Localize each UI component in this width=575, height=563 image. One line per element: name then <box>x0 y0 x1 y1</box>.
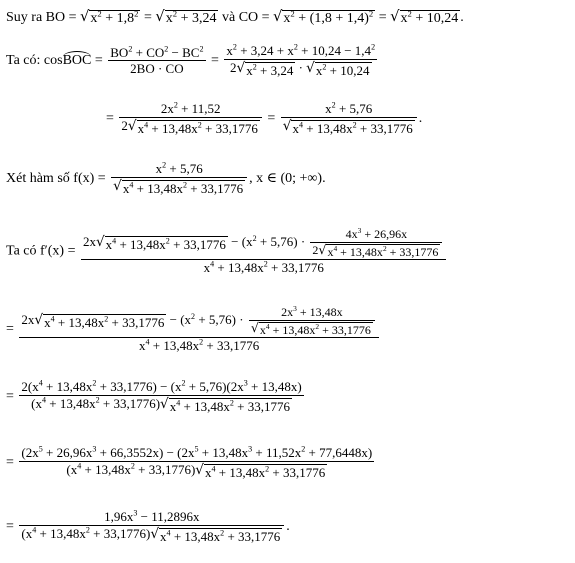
exponent: 4 <box>265 321 270 331</box>
math-part: − 11,2896x <box>137 509 200 524</box>
math-part: (x <box>66 461 78 477</box>
math-part: 2x <box>281 305 294 319</box>
radicand <box>204 464 327 480</box>
sqrt <box>273 10 375 26</box>
exponent: 2 <box>229 398 234 408</box>
sqrt <box>155 10 218 26</box>
radicand <box>137 120 260 136</box>
arg: (x) <box>77 170 95 186</box>
math-part: + 13,48x <box>81 461 131 477</box>
sqrt <box>318 241 440 259</box>
fraction-bar <box>111 177 247 178</box>
term: + 1,8 <box>101 11 135 26</box>
exponent: 2 <box>197 120 202 130</box>
punct: . <box>418 110 423 126</box>
exponent: 4 <box>38 378 43 388</box>
exponent: 4 <box>129 180 134 190</box>
math-part: 4x <box>345 227 358 241</box>
fraction <box>81 228 446 275</box>
radical-sign: √ <box>80 8 90 25</box>
radical-sign: √ <box>155 8 165 25</box>
radicand <box>282 10 375 26</box>
math-part: x <box>105 237 113 253</box>
exponent: 2 <box>352 120 357 130</box>
math-part: + 5,76) <box>256 234 298 250</box>
eq: = <box>6 454 18 470</box>
exponent: 2 <box>130 461 135 471</box>
exp: 2 <box>97 8 102 19</box>
math-part: + 5,76)(2x <box>185 379 244 394</box>
exponent: 4 <box>298 120 303 130</box>
line-derivative-final <box>6 510 290 543</box>
radical-sign: √ <box>195 461 204 478</box>
math-part: x <box>292 120 299 136</box>
radical-sign: √ <box>390 8 400 25</box>
text: và CO = <box>218 10 274 25</box>
denominator <box>281 119 417 136</box>
radicand <box>165 10 219 26</box>
denominator: 2 √ $x^2 + 3,24$ · √ $x^2 + 10,24$ <box>230 59 370 78</box>
math-part: x <box>327 244 334 259</box>
term: + 3,24 <box>177 11 217 26</box>
radical-sign: √ <box>113 177 122 194</box>
exponent: 2 <box>331 100 336 110</box>
exp: 2 <box>407 8 412 19</box>
exponent: 2 <box>85 525 90 535</box>
line-derivative-3 <box>6 380 306 413</box>
radical-sign: √ <box>273 8 283 25</box>
denominator <box>29 397 294 414</box>
numerator <box>154 162 205 176</box>
exponent: 2 <box>252 233 257 243</box>
sqrt <box>250 319 373 337</box>
fraction-bar <box>119 117 261 118</box>
radicand <box>43 314 166 330</box>
math-part: + 33,1776 <box>108 315 165 331</box>
denominator <box>19 527 284 544</box>
math-part: + 33,1776) − (x <box>96 379 182 394</box>
math-part: − BC <box>168 44 200 60</box>
angle-boc: BOC <box>62 52 92 68</box>
math-part: x <box>226 43 233 58</box>
exponent: 2 <box>165 236 170 246</box>
exponent: 2 <box>382 243 387 253</box>
eq: = <box>94 170 110 186</box>
eq: = <box>64 243 79 259</box>
math-part: 1,96x <box>104 509 134 524</box>
eq: = <box>207 52 223 68</box>
math-part: + 33,1776 <box>267 260 324 276</box>
exponent: 2 <box>265 464 270 474</box>
term: + <box>294 11 310 26</box>
fraction <box>281 102 417 135</box>
exponent: 4 <box>77 461 82 471</box>
exponent: 3 <box>293 304 297 313</box>
math-part: x <box>169 398 177 414</box>
radical-sign: √ <box>282 117 292 134</box>
text: Ta có f′ <box>6 243 48 259</box>
math-part: 2 <box>121 117 128 133</box>
exponent: 2 <box>183 180 188 190</box>
punct: . <box>286 518 290 534</box>
denominator <box>111 179 247 196</box>
eq: = <box>6 321 18 337</box>
exponent: 2 <box>220 528 225 538</box>
exponent: 4 <box>176 398 181 408</box>
math-part: x <box>259 322 266 337</box>
math-part: x <box>203 260 211 276</box>
text: Xét hàm số f <box>6 170 78 186</box>
radical-sign: √ <box>127 117 137 134</box>
math-part: + 13,48x <box>149 338 200 354</box>
math-part: + 11,52x <box>252 445 302 460</box>
exponent: 5 <box>194 444 199 454</box>
math-part: (x <box>31 395 42 411</box>
math-part: + 5,76 <box>166 161 203 176</box>
math-part: + 13,48x <box>198 445 249 460</box>
radicand <box>259 322 373 337</box>
math-part: x <box>137 120 145 136</box>
sqrt <box>390 10 460 26</box>
line-derivative <box>6 228 448 275</box>
exponent: 2 <box>128 44 133 54</box>
math-part: + 33,1776 <box>319 322 371 337</box>
math-part: 2x <box>82 234 96 250</box>
math-part: 2(x <box>21 379 39 394</box>
exponent: 2 <box>162 160 167 170</box>
denominator: 2BO · CO <box>130 61 184 77</box>
math-part: x <box>155 161 163 176</box>
denominator <box>137 339 261 353</box>
math-part: + 13,48x) <box>247 379 302 394</box>
var: x <box>90 11 98 26</box>
exponent: 4 <box>144 120 149 130</box>
math-part: + 13,48x <box>303 120 353 136</box>
exponent: 2 <box>322 62 327 72</box>
math-part: + 13,48x <box>337 244 383 259</box>
radical-sign: √ <box>95 234 105 251</box>
exponent: 3 <box>243 378 248 388</box>
math-part: x <box>246 62 253 78</box>
math-part: (x <box>180 312 192 328</box>
line-bo-co <box>6 10 464 26</box>
sqrt <box>236 59 296 78</box>
math-part: + 33,1776 <box>386 244 439 259</box>
exponent: 4 <box>112 236 117 246</box>
math-part: + 26,96x <box>361 227 408 241</box>
exponent: 4 <box>50 314 55 324</box>
math-part: · <box>236 312 247 328</box>
line-cos-boc <box>6 44 379 77</box>
denominator <box>64 463 329 480</box>
math-part: BO <box>110 44 129 60</box>
math-part: + 13,48x <box>296 305 343 319</box>
radical-sign: √ <box>318 241 327 257</box>
fraction <box>108 46 205 76</box>
denominator <box>249 319 375 337</box>
radical-sign: √ <box>236 59 246 76</box>
math-part: + 33,1776) <box>89 525 151 541</box>
numerator <box>224 44 377 58</box>
denominator <box>310 241 442 259</box>
math-part: + 13,48x <box>269 322 316 337</box>
domain: , x ∈ (0; +∞). <box>249 170 326 186</box>
radicand <box>315 62 372 78</box>
math-part: (x <box>21 525 33 541</box>
exponent: 3 <box>133 508 138 518</box>
numerator <box>81 228 446 258</box>
eq: = <box>140 10 156 25</box>
math-part: (2x <box>21 445 39 460</box>
radicand <box>326 244 440 259</box>
fraction <box>249 306 375 336</box>
math-part: − <box>227 234 242 250</box>
fraction <box>224 44 377 77</box>
math-part: + 10,24 − 1,4 <box>297 43 372 58</box>
math-part: + 13,48x <box>170 528 221 544</box>
math-part: + 33,1776 <box>201 120 258 136</box>
sqrt <box>306 59 371 78</box>
radical-sign: √ <box>250 319 259 335</box>
var: x <box>400 11 408 26</box>
math-part: + 13,48x <box>36 525 86 541</box>
radicand <box>105 236 228 252</box>
math-part: + 33,1776 <box>224 528 281 544</box>
eq: = <box>375 10 391 25</box>
radical-sign: √ <box>160 395 169 412</box>
math-part: + 10,24 <box>326 62 370 78</box>
fraction <box>111 162 247 195</box>
var: x <box>283 11 291 26</box>
sqrt <box>80 10 140 26</box>
exponent: 2 <box>293 42 298 52</box>
exponent: 2 <box>181 378 186 388</box>
exponent: 2 <box>191 311 196 321</box>
line-derivative-2 <box>6 306 381 353</box>
sqrt <box>113 177 245 196</box>
sqrt <box>34 314 166 330</box>
math-part: + 77,6448x) <box>305 445 373 460</box>
exponent: 2 <box>164 44 169 54</box>
exponent: 2 <box>232 42 237 52</box>
math-part: · <box>295 59 307 75</box>
exp: 2 <box>172 8 178 19</box>
sqrt <box>150 525 282 544</box>
math-part: (x <box>241 234 253 250</box>
numerator <box>108 46 205 60</box>
numerator <box>19 380 303 394</box>
text: Suy ra BO = <box>6 10 81 25</box>
line-cos-simplified <box>106 102 422 135</box>
math-part: · <box>297 234 309 250</box>
exponent: 2 <box>252 62 257 72</box>
radicand <box>400 10 461 26</box>
term: (1,8 + 1,4) <box>309 11 369 26</box>
math-part: x <box>325 101 332 116</box>
math-part: + 13,48x <box>180 398 230 414</box>
eq: = <box>6 388 18 404</box>
sqrt <box>127 117 260 136</box>
radicand <box>169 398 292 414</box>
exponent: 2 <box>104 314 109 324</box>
math-part: x <box>160 528 167 544</box>
fraction <box>19 380 303 413</box>
math-part: + 3,24 <box>256 62 294 78</box>
numerator <box>19 306 378 336</box>
sqrt <box>96 236 228 252</box>
math-part: + 13,48x <box>148 120 198 136</box>
exponent: 3 <box>248 444 253 454</box>
radicand <box>89 10 140 26</box>
math-part: − <box>166 312 181 328</box>
math-part: + 3,24 + x <box>236 43 294 58</box>
term: + 10,24 <box>411 11 459 26</box>
numerator <box>159 102 223 116</box>
math-part: + 5,76 <box>335 101 373 116</box>
fraction-bar <box>281 117 417 118</box>
math-part: + 33,1776 <box>169 237 226 253</box>
math-part: + 33,1776 <box>233 398 290 414</box>
var: x <box>165 11 173 26</box>
fraction <box>19 306 378 353</box>
math-part: + 33,1776 <box>269 464 326 480</box>
fraction-bar <box>249 320 375 321</box>
radicand <box>291 120 414 136</box>
numerator <box>19 446 374 460</box>
radical-sign: √ <box>34 312 44 329</box>
exponent: 2 <box>95 395 100 405</box>
numerator <box>344 228 410 241</box>
math-part: + 13,48x <box>54 315 105 331</box>
fraction <box>119 102 261 135</box>
math-part: + 11,52 <box>177 101 221 116</box>
math-part: + 13,48x <box>42 379 93 394</box>
exp: 2 <box>368 8 374 19</box>
exponent: 2 <box>263 259 268 269</box>
exponent: 2 <box>371 42 376 52</box>
math-part: x <box>315 62 323 78</box>
eq: = <box>263 110 279 126</box>
sqrt <box>160 395 292 414</box>
math-part: + CO <box>132 44 165 60</box>
fraction-bar <box>310 242 442 243</box>
numerator <box>102 510 201 524</box>
punct: . <box>460 10 464 25</box>
sqrt <box>282 117 415 136</box>
radical-sign: √ <box>150 525 160 542</box>
denominator <box>202 261 326 275</box>
math-part: 2x <box>21 312 35 328</box>
exponent: 4 <box>145 337 150 347</box>
eq: = <box>6 518 18 534</box>
math-part: + 13,48x <box>46 395 96 411</box>
exponent: 4 <box>210 259 215 269</box>
numerator <box>279 306 345 319</box>
exponent: 3 <box>92 444 97 454</box>
exponent: 4 <box>211 464 216 474</box>
radicand <box>245 62 295 78</box>
exponent: 4 <box>333 243 338 253</box>
exp: 2 <box>134 8 139 19</box>
math-part: + 33,1776) <box>99 395 161 411</box>
exponent: 4 <box>32 525 37 535</box>
exponent: 4 <box>41 395 46 405</box>
math-part: + 33,1776) <box>134 461 196 477</box>
line-function-def <box>6 162 326 195</box>
eq: = <box>91 52 107 68</box>
eq: = <box>106 110 118 126</box>
text: Ta có: cos <box>6 52 63 68</box>
math-part: x <box>204 464 212 480</box>
fraction <box>310 228 442 258</box>
exponent: 4 <box>166 528 171 538</box>
radicand <box>122 180 245 196</box>
math-part: + 13,48x <box>214 260 264 276</box>
math-part: + 13,48x <box>215 464 266 480</box>
math-part: + 5,76) <box>195 312 236 328</box>
math-part: + 33,1776 <box>356 120 413 136</box>
exponent: 2 <box>92 378 97 388</box>
math-part: 2 <box>312 242 319 257</box>
math-part: + 26,96x <box>42 445 93 460</box>
exponent: 2 <box>199 44 204 54</box>
exponent: 2 <box>199 337 204 347</box>
math-part: + 33,1776 <box>187 180 244 196</box>
exponent: 3 <box>357 226 362 235</box>
math-part: + 13,48x <box>116 237 166 253</box>
math-part: 2x <box>160 101 174 116</box>
fraction <box>19 510 284 543</box>
math-part: x <box>44 315 51 331</box>
math-part: + 66,3552x) − (2x <box>96 445 195 460</box>
line-derivative-4 <box>6 446 376 479</box>
math-part: + 33,1776 <box>203 338 260 354</box>
radical-sign: √ <box>306 59 315 76</box>
denominator <box>119 119 261 136</box>
arg: (x) <box>47 243 65 259</box>
sqrt <box>195 461 327 480</box>
radicand <box>159 528 282 544</box>
exponent: 5 <box>38 444 43 454</box>
fraction <box>19 446 374 479</box>
exp: 2 <box>290 8 295 19</box>
exponent: 2 <box>315 321 320 331</box>
numerator <box>323 102 374 116</box>
exponent: 2 <box>173 100 178 110</box>
math-part: x <box>122 180 130 196</box>
exponent: 2 <box>301 444 306 454</box>
math-part: x <box>139 338 146 354</box>
math-part: + 13,48x <box>133 180 183 196</box>
